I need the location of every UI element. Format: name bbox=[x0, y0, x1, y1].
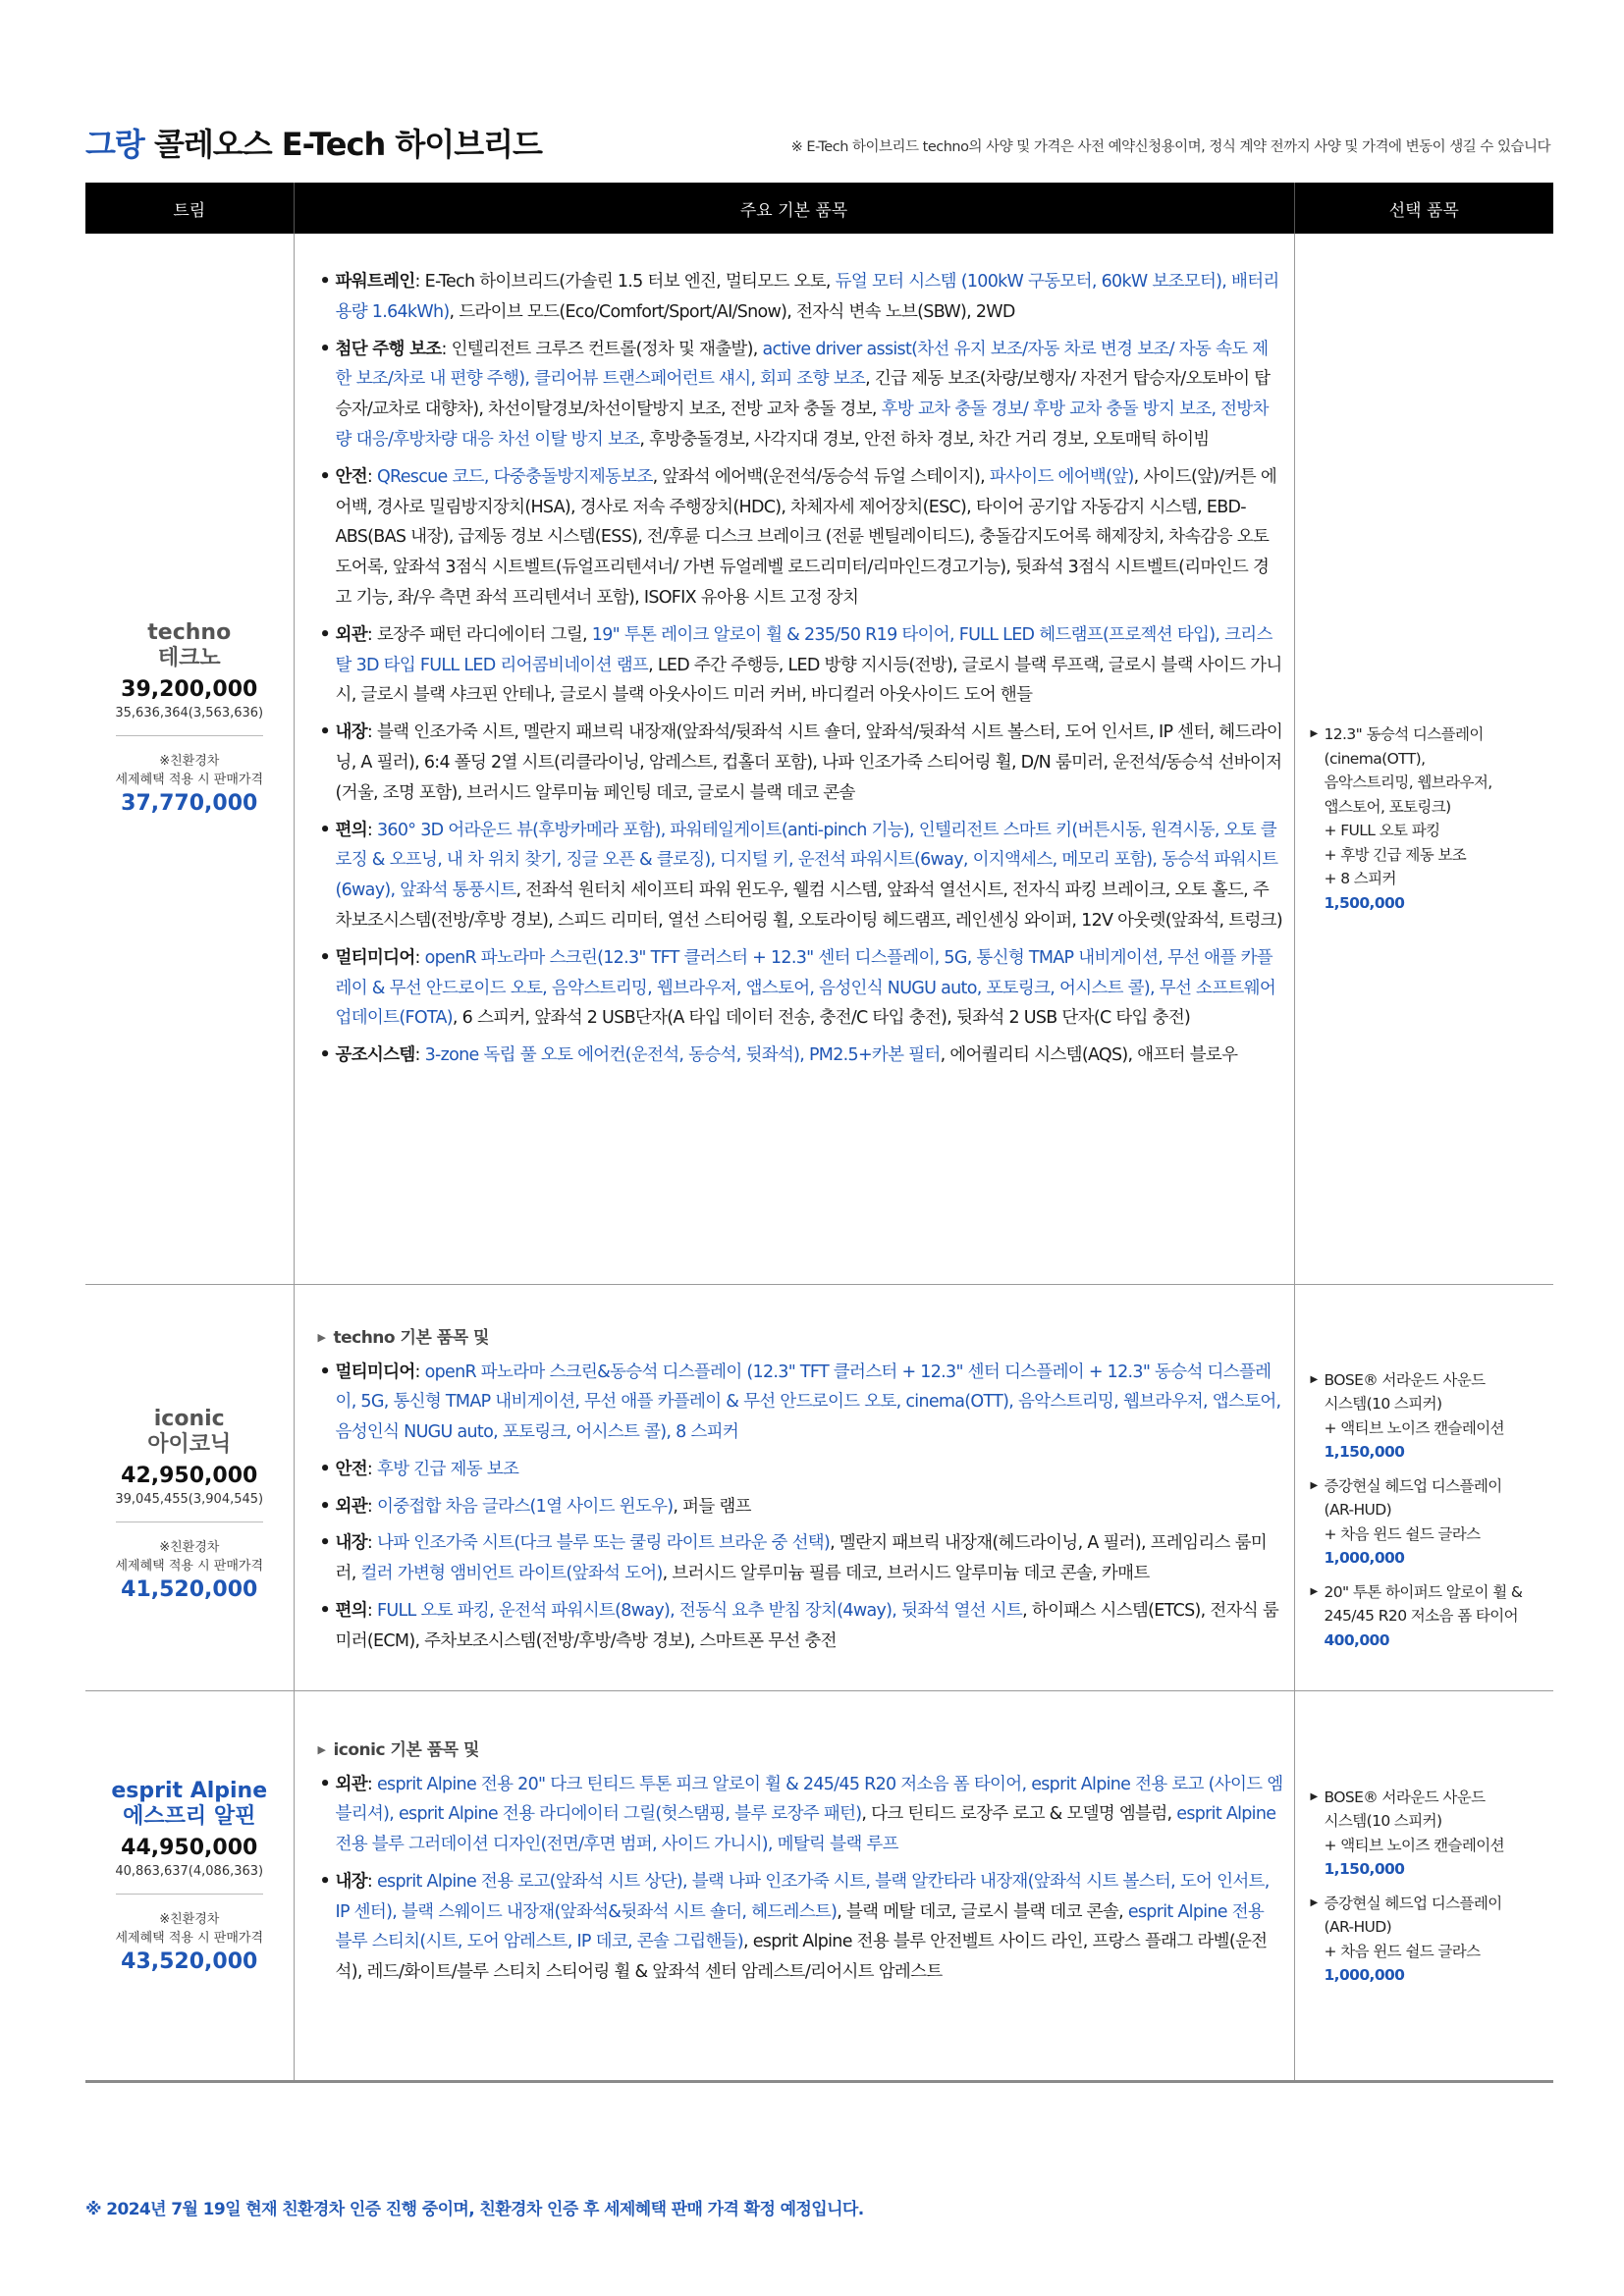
triangle-icon: ▶ bbox=[1310, 1585, 1318, 1597]
feature-highlight: FULL 오토 파킹, 운전석 파워시트(8way), 전동식 요추 받침 장치(4way), 뒷좌석 열선 시트 bbox=[376, 1601, 1023, 1622]
option-item bbox=[1311, 1368, 1543, 1465]
option-line: 음악스트리밍, 웹브라우저, bbox=[1324, 774, 1492, 791]
feature-text: , 퍼들 램프 bbox=[673, 1496, 751, 1517]
feature-item bbox=[316, 718, 1284, 808]
eco-price-value: 41,520,000 bbox=[121, 1576, 258, 1602]
option-line: 245/45 R20 저소음 폼 타이어 bbox=[1324, 1607, 1519, 1625]
option-line: + 8 스피커 bbox=[1324, 870, 1396, 887]
feature-item bbox=[316, 462, 1284, 614]
option-price: 1,000,000 bbox=[1324, 1549, 1405, 1567]
feature-item bbox=[316, 816, 1284, 936]
trim-name-en: iconic bbox=[153, 1406, 225, 1431]
feature-item bbox=[316, 943, 1284, 1034]
options-list bbox=[1295, 1691, 1554, 1988]
base-trim-note-text: iconic 기본 품목 및 bbox=[333, 1739, 479, 1760]
feature-item bbox=[316, 620, 1284, 711]
page-title: 그랑 콜레오스 E-Tech 하이브리드 bbox=[85, 126, 542, 163]
feature-category: 멀티미디어 bbox=[335, 947, 415, 968]
feature-highlight: 360° 3D 어라운드 뷰(후방카메라 포함), 파워테일게이트(anti-pinch 기능), 인텔리전트 스마트 키(버튼시동, 원격시동, 오토 클로징 & 오프닝, 내 차 위치 찾기, 징글 오픈 & 클로징), 디지털 키, 운전석 파워시트(6way, 이지액세스, 메모리 포함), 동승석 파워시트(6way), 앞좌석 통풍시트 bbox=[335, 820, 1278, 901]
triangle-icon: ▶ bbox=[1310, 1479, 1318, 1491]
feature-text: : bbox=[366, 466, 377, 487]
feature-category: 파워트레인 bbox=[335, 272, 415, 292]
option-line: (cinema(OTT), bbox=[1324, 749, 1426, 768]
feature-text: : 로장주 패턴 라디에이터 그릴, bbox=[366, 624, 592, 645]
trim-name-ko: 아이코닉 bbox=[147, 1431, 232, 1457]
footer-note: ※ 2024년 7월 19일 현재 친환경차 인증 진행 중이며, 친환경차 인증 후 세제혜택 판매 가격 확정 예정입니다. bbox=[85, 2200, 864, 2219]
feature-highlight: 컬러 가변형 앰비언트 라이트(앞좌석 도어) bbox=[360, 1564, 663, 1584]
triangle-icon: ▶ bbox=[1310, 1373, 1318, 1385]
trim-price: 42,950,000 bbox=[121, 1463, 258, 1488]
divider bbox=[116, 735, 263, 736]
feature-highlight: active driver assist(차선 유지 보조/자동 차로 변경 보조/ 자동 속도 제한 보조/차로 내 편향 주행), 클리어뷰 트랜스페어런트 섀시, 회피 조향 보조 bbox=[335, 339, 1269, 390]
feature-text: , 앞좌석 에어백(운전석/동승석 듀얼 스테이지), bbox=[652, 466, 990, 487]
trim-price-breakdown: 40,863,637(4,086,363) bbox=[115, 1863, 264, 1879]
feature-highlight: 후방 교차 충돌 경보/ 후방 교차 충돌 방지 보조, 전방차량 대응/후방차량 대응 차선 이탈 방지 보조 bbox=[335, 400, 1269, 450]
trim-price: 44,950,000 bbox=[121, 1835, 258, 1860]
option-item bbox=[1311, 1892, 1543, 1988]
feature-text: : bbox=[366, 1459, 377, 1479]
eco-price-label: 세제혜택 적용 시 판매가격 bbox=[115, 1930, 264, 1946]
feature-item bbox=[316, 1455, 1284, 1485]
option-line: 앱스토어, 포토링크) bbox=[1324, 797, 1451, 816]
trim-name-en: esprit Alpine bbox=[111, 1778, 268, 1803]
feature-highlight: 3-zone 독립 풀 오토 에어컨(운전석, 동승석, 뒷좌석), PM2.5+카본 필터 bbox=[424, 1045, 941, 1066]
option-item bbox=[1311, 722, 1543, 915]
options-cell bbox=[1294, 234, 1553, 1284]
feature-text: , 멜란지 패브릭 내장재(헤드라이닝, A 필러), 프레임리스 룸미러, bbox=[335, 1533, 1268, 1584]
option-item bbox=[1311, 1786, 1543, 1882]
trim-info bbox=[85, 234, 294, 819]
feature-text: : bbox=[366, 1533, 377, 1554]
feature-category: 첨단 주행 보조 bbox=[335, 339, 442, 359]
feature-highlight: 19" 투톤 레이크 알로이 휠 & 235/50 R19 타이어, FULL LED 헤드램프(프로젝션 타입), 크리스탈 3D 타입 FULL LED 리어콤비네이션 램프 bbox=[335, 624, 1272, 675]
feature-highlight: openR 파노라마 스크린&동승석 디스플레이 (12.3" TFT 클러스터 + 12.3" 센터 디스플레이 + 12.3" 동승석 디스플레이, 5G, 통신형 TMAP 내비게이션, 무선 애플 카플레이 & 무선 안드로이드 오토, cinema(OTT), 음악스트리밍, 웹브라우저, 앱스토어, 음성인식 NUGU auto, 포토링크, 어시스트 콜), 8 스피커 bbox=[335, 1362, 1281, 1443]
trim-cell bbox=[85, 234, 294, 1284]
triangle-icon: ▶ bbox=[1310, 1896, 1318, 1908]
option-price: 1,150,000 bbox=[1324, 1443, 1405, 1461]
option-line: + 차음 윈드 쉴드 글라스 bbox=[1324, 1524, 1481, 1543]
option-line: 20" 투톤 하이퍼드 알로이 휠 & bbox=[1324, 1582, 1523, 1601]
eco-car-mark: ※친환경차 bbox=[159, 1911, 220, 1927]
option-line: + FULL 오토 파킹 bbox=[1324, 822, 1440, 839]
feature-text: , LED 주간 주행등, LED 방향 지시등(전방), 글로시 블랙 루프랙, 글로시 블랙 사이드 가니시, 글로시 블랙 샤크핀 안테나, 글로시 블랙 아웃사이드 미러 커버, 바디컬러 아웃사이드 도어 핸들 bbox=[335, 655, 1282, 706]
feature-category: 멀티미디어 bbox=[335, 1362, 415, 1382]
feature-highlight: 듀얼 모터 시스템 (100kW 구동모터, 60kW 보조모터), 배터리 용량 1.64kWh) bbox=[335, 272, 1279, 322]
trim-cell bbox=[85, 1690, 294, 2081]
feature-item bbox=[316, 1492, 1284, 1522]
feature-text: : bbox=[366, 820, 377, 840]
feature-category: 외관 bbox=[335, 1774, 367, 1794]
options-list bbox=[1295, 1285, 1554, 1653]
base-trim-note bbox=[318, 1324, 1284, 1352]
standard-items-cell bbox=[294, 1690, 1294, 2081]
feature-category: 내장 bbox=[335, 1871, 367, 1892]
feature-text: , 드라이브 모드(Eco/Comfort/Sport/AI/Snow), 전자식 변속 노브(SBW), 2WD bbox=[449, 301, 1015, 322]
trim-spec-table bbox=[85, 183, 1553, 2083]
standard-items-cell bbox=[294, 1284, 1294, 1690]
feature-item bbox=[316, 1770, 1284, 1860]
options-cell bbox=[1294, 1284, 1553, 1690]
eco-price-label: 세제혜택 적용 시 판매가격 bbox=[115, 773, 264, 787]
feature-text: : bbox=[414, 1362, 425, 1382]
option-item bbox=[1311, 1474, 1543, 1571]
options-cell bbox=[1294, 1690, 1553, 2081]
feature-text: : bbox=[366, 1601, 377, 1622]
feature-category: 안전 bbox=[335, 466, 367, 487]
option-line: + 액티브 노이즈 캔슬레이션 bbox=[1324, 1418, 1504, 1437]
column-header-standard: 주요 기본 품목 bbox=[294, 183, 1294, 234]
trim-price-breakdown: 39,045,455(3,904,545) bbox=[115, 1491, 264, 1507]
feature-text: , 블랙 메탈 데코, 글로시 블랙 데코 콘솔, bbox=[837, 1901, 1128, 1922]
option-line: (AR-HUD) bbox=[1324, 1501, 1392, 1519]
feature-text: , 사이드(앞)/커튼 에어백, 경사로 밀림방지장치(HSA), 경사로 저속 주행장치(HDC), 차체자세 제어장치(ESC), 타이어 공기압 자동감지 시스템, EBD-ABS(BAS 내장), 급제동 경보 시스템(ESS), 전/후륜 디스크 브레이크 (전륜 벤틸레이티드), 충돌감지도어록 해제장치, 차속감응 오토도어록, 앞좌석 3점식 시트벨트(듀얼프리텐셔너/ 가변 듀얼레벨 로드리미터/리마인드경고기능), 뒷좌석 3점식 시트벨트(리마인드 경고 기능, 좌/우 측면 좌석 프리텐셔너 포함), ISOFIX 유아용 시트 고정 장치 bbox=[335, 466, 1277, 608]
option-line: 증강현실 헤드업 디스플레이 bbox=[1324, 1476, 1502, 1495]
eco-car-mark: ※친환경차 bbox=[159, 754, 220, 769]
feature-category: 편의 bbox=[335, 820, 367, 840]
feature-text: , esprit Alpine 전용 블루 안전벨트 사이드 라인, 프랑스 플래그 라벨(운전석), 레드/화이트/블루 스티치 스티어링 휠 & 앞좌석 센터 암레스트/리어시트 암레스트 bbox=[335, 1932, 1268, 1983]
feature-text: : E-Tech 하이브리드(가솔린 1.5 터보 엔진, 멀티모드 오토, bbox=[414, 272, 836, 292]
triangle-icon: ▶ bbox=[317, 1742, 326, 1756]
option-item bbox=[1311, 1580, 1543, 1653]
trim-row bbox=[85, 1284, 1553, 1690]
feature-category: 내장 bbox=[335, 1533, 367, 1554]
feature-category: 내장 bbox=[335, 722, 367, 743]
preorder-notice: ※ E-Tech 하이브리드 techno의 사양 및 가격은 사전 예약신청용이며, 정식 계약 전까지 사양 및 가격에 변동이 생길 수 있습니다 bbox=[790, 139, 1550, 155]
option-price: 1,150,000 bbox=[1324, 1860, 1405, 1878]
feature-highlight: 나파 인조가죽 시트(다크 블루 또는 쿨링 라이트 브라운 중 선택) bbox=[376, 1533, 831, 1554]
feature-category: 공조시스템 bbox=[335, 1045, 415, 1066]
option-line: BOSE® 서라운드 사운드 bbox=[1324, 1370, 1486, 1389]
feature-text: , 다크 틴티드 로장주 로고 & 모델명 엠블럼, bbox=[861, 1804, 1177, 1825]
option-line: + 액티브 노이즈 캔슬레이션 bbox=[1324, 1836, 1504, 1854]
feature-text: , 전좌석 원터치 세이프티 파워 윈도우, 웰컴 시스템, 앞좌석 열선시트, 전자식 파킹 브레이크, 오토 홀드, 주차보조시스템(전방/후방 경보), 스피드 리미터, 열선 스티어링 휠, 오토라이팅 헤드램프, 레인센싱 와이퍼, 12V 아웃렛(앞좌석, 트렁크) bbox=[335, 881, 1282, 931]
option-line: + 차음 윈드 쉴드 글라스 bbox=[1324, 1942, 1481, 1960]
standard-items-list bbox=[295, 1285, 1294, 1657]
option-line: BOSE® 서라운드 사운드 bbox=[1324, 1788, 1486, 1806]
option-line: 시스템(10 스피커) bbox=[1324, 1812, 1442, 1830]
column-header-options: 선택 품목 bbox=[1294, 183, 1553, 234]
feature-text: : bbox=[414, 1045, 425, 1066]
standard-items-cell bbox=[294, 234, 1294, 1284]
options-list bbox=[1295, 234, 1554, 915]
option-price: 1,500,000 bbox=[1324, 893, 1405, 912]
trim-row bbox=[85, 234, 1553, 1284]
feature-text: : 블랙 인조가죽 시트, 멜란지 패브릭 내장재(앞좌석/뒷좌석 시트 숄더, 앞좌석/뒷좌석 시트 볼스터, 도어 인서트, IP 센터, 헤드라이닝, A 필러), 6:4 폴딩 2열 시트(리클라이닝, 암레스트, 컵홀더 포함), 나파 인조가죽 스티어링 휠, D/N 룸미러, 운전석/동승석 선바이저(거울, 조명 포함), 브러시드 알루미늄 페인팅 데코, 글로시 블랙 데코 콘솔 bbox=[335, 722, 1283, 803]
eco-price-label: 세제혜택 적용 시 판매가격 bbox=[115, 1558, 264, 1574]
triangle-icon: ▶ bbox=[317, 1330, 326, 1344]
table-header-row bbox=[85, 183, 1553, 234]
feature-text: , 하이패스 시스템(ETCS), 전자식 룸미러(ECM), 주차보조시스템(전방/후방/측방 경보), 스마트폰 무선 충전 bbox=[335, 1601, 1279, 1651]
feature-text: : bbox=[366, 1774, 377, 1794]
trim-row bbox=[85, 1690, 1553, 2081]
trim-price: 39,200,000 bbox=[121, 677, 258, 702]
feature-item bbox=[316, 1596, 1284, 1657]
feature-highlight: esprit Alpine 전용 20" 다크 틴티드 투톤 피크 알로이 휠 & 245/45 R20 저소음 폼 타이어, esprit Alpine 전용 로고 (사이드 엠블리셔), esprit Alpine 전용 라디에이터 그릴(헛스탬핑, 블루 로장주 패턴) bbox=[335, 1774, 1283, 1825]
standard-items-list bbox=[295, 1691, 1294, 1989]
feature-item bbox=[316, 1358, 1284, 1448]
triangle-icon: ▶ bbox=[1310, 728, 1318, 739]
base-trim-note-text: techno 기본 품목 및 bbox=[333, 1327, 489, 1348]
trim-info bbox=[85, 1285, 294, 1605]
feature-item bbox=[316, 1867, 1284, 1988]
base-trim-note bbox=[318, 1736, 1284, 1764]
trim-name-ko: 에스프리 알핀 bbox=[123, 1803, 256, 1829]
column-header-trim: 트림 bbox=[85, 183, 294, 234]
option-line: 12.3" 동승석 디스플레이 bbox=[1324, 725, 1484, 743]
trim-name-ko: 테크노 bbox=[157, 646, 221, 670]
feature-highlight: esprit Alpine 전용 블루 그러데이션 디자인(전면/후면 범퍼, 사이드 가니시), 메탈릭 블랙 루프 bbox=[335, 1804, 1276, 1855]
feature-text: , 후방충돌경보, 사각지대 경보, 안전 하차 경보, 차간 거리 경보, 오토매틱 하이빔 bbox=[639, 429, 1210, 450]
standard-items-list bbox=[295, 234, 1294, 1071]
eco-car-mark: ※친환경차 bbox=[159, 1539, 220, 1555]
option-line: (AR-HUD) bbox=[1324, 1918, 1392, 1936]
option-price: 1,000,000 bbox=[1324, 1966, 1405, 1984]
feature-highlight: 이중접합 차음 글라스(1열 사이드 윈도우) bbox=[376, 1496, 674, 1517]
feature-highlight: 파사이드 에어백(앞) bbox=[989, 466, 1134, 487]
feature-text: : 인텔리전트 크루즈 컨트롤(정차 및 재출발), bbox=[441, 339, 763, 359]
trim-name-en: techno bbox=[147, 620, 232, 645]
feature-highlight: openR 파노라마 스크린(12.3" TFT 클러스터 + 12.3" 센터 디스플레이, 5G, 통신형 TMAP 내비게이션, 무선 애플 카플레이 & 무선 안드로이드 오토, 음악스트리밍, 웹브라우저, 앱스토어, 음성인식 NUGU auto, 포토링크, 어시스트 콜), 무선 소프트웨어 업데이트(FOTA) bbox=[335, 947, 1276, 1029]
feature-text: : bbox=[366, 1871, 377, 1892]
triangle-icon: ▶ bbox=[1310, 1790, 1318, 1802]
trim-cell bbox=[85, 1284, 294, 1690]
feature-text: , 브러시드 알루미늄 필름 데코, 브러시드 알루미늄 데코 콘솔, 카매트 bbox=[662, 1564, 1150, 1584]
feature-category: 안전 bbox=[335, 1459, 367, 1479]
divider bbox=[116, 1894, 263, 1895]
feature-category: 외관 bbox=[335, 1496, 367, 1517]
feature-item bbox=[316, 1041, 1284, 1071]
option-line: 증강현실 헤드업 디스플레이 bbox=[1324, 1894, 1502, 1912]
eco-price-value: 37,770,000 bbox=[121, 791, 258, 816]
feature-item bbox=[316, 267, 1284, 328]
feature-text: , 에어퀄리티 시스템(AQS), 애프터 블로우 bbox=[940, 1045, 1238, 1066]
option-line: + 후방 긴급 제동 보조 bbox=[1324, 845, 1467, 864]
feature-category: 외관 bbox=[335, 624, 367, 645]
feature-highlight: esprit Alpine 전용 블루 스티치(시트, 도어 암레스트, IP 데코, 콘솔 그립핸들) bbox=[335, 1901, 1265, 1952]
page-header bbox=[85, 120, 1550, 165]
feature-text: , 긴급 제동 보조(차량/보행자/ 자전거 탑승자/오토바이 탑승자/교차로 대향차), 차선이탈경보/차선이탈방지 보조, 전방 교차 충돌 경보, bbox=[335, 369, 1271, 420]
trim-price-breakdown: 35,636,364(3,563,636) bbox=[115, 706, 264, 721]
feature-highlight: esprit Alpine 전용 로고(앞좌석 시트 상단), 블랙 나파 인조가죽 시트, 블랙 알칸타라 내장재(앞좌석 시트 볼스터, 도어 인서트, IP 센터), 블랙 스웨이드 내장재(앞좌석&뒷좌석 시트 숄더, 헤드레스트) bbox=[335, 1871, 1270, 1922]
trim-info bbox=[85, 1691, 294, 1977]
option-line: 시스템(10 스피커) bbox=[1324, 1395, 1442, 1413]
feature-item bbox=[316, 1528, 1284, 1589]
option-price: 400,000 bbox=[1324, 1630, 1389, 1649]
feature-text: : bbox=[366, 1496, 377, 1517]
feature-item bbox=[316, 335, 1284, 455]
feature-highlight: 후방 긴급 제동 보조 bbox=[376, 1459, 519, 1479]
feature-text: , 6 스피커, 앞좌석 2 USB단자(A 타입 데이터 전송, 충전/C 타입 충전), 뒷좌석 2 USB 단자(C 타입 충전) bbox=[452, 1008, 1191, 1029]
feature-highlight: QRescue 코드, 다중충돌방지제동보조 bbox=[376, 466, 653, 487]
eco-price-value: 43,520,000 bbox=[121, 1949, 258, 1974]
feature-text: : bbox=[414, 947, 425, 968]
feature-category: 편의 bbox=[335, 1601, 367, 1622]
